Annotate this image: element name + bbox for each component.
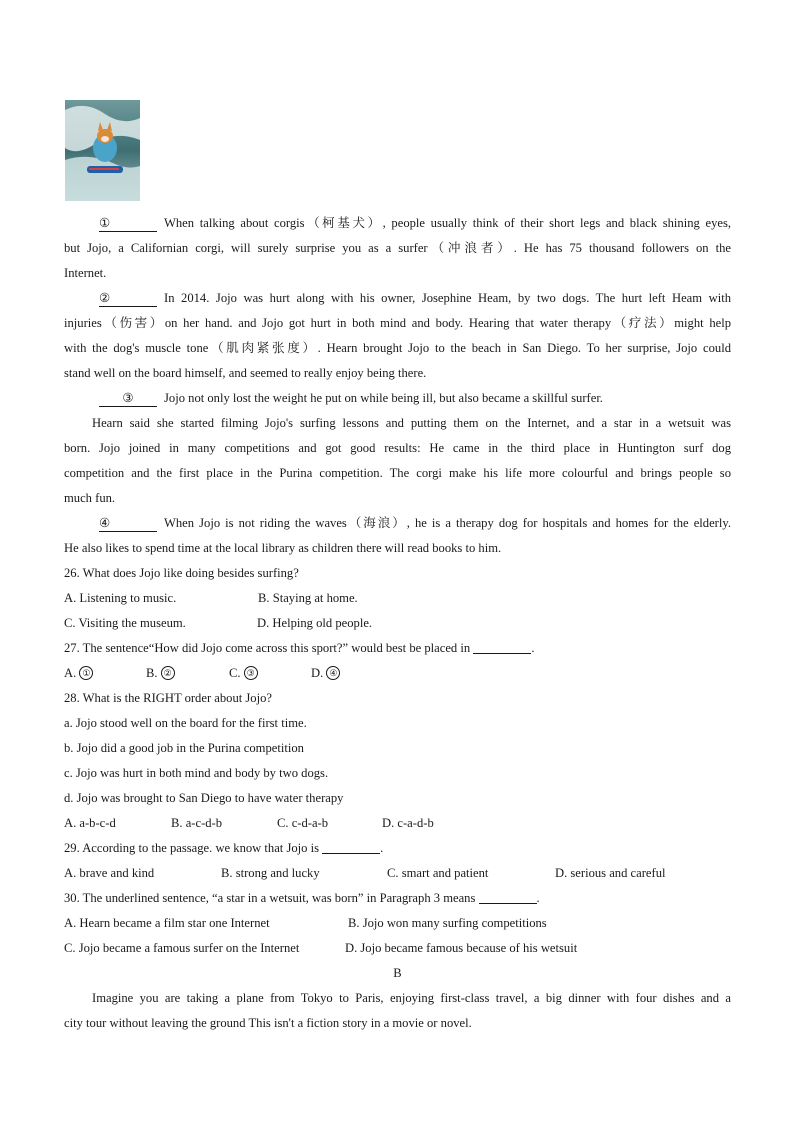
question-26-options-row-1 [64, 586, 731, 611]
question-26-options-row-2 [64, 611, 731, 636]
passage-a-p2-line-4: stand well on the board himself, and seemed to really enjoy being there. [64, 366, 427, 380]
question-30-option-a: A. Hearn became a film star one Internet [64, 916, 270, 930]
question-27-option-c: C. ③ [229, 661, 311, 686]
question-27-options [64, 661, 731, 686]
passage-a-p2-line-1: ② In 2014. Jojo was hurt along with his owner, Josephine Heam, by two dogs. The hurt left Heam with [99, 291, 731, 305]
passage-a-p4-line-3: competition and the first place in the Purina competition. The corgi make his life more colourful and brings people so [64, 466, 731, 480]
passage-a-p2-line-3: with the dog's muscle tone（肌肉紧张度）. Hearn brought Jojo to the beach in San Diego. To her surprise, Jojo could [64, 341, 731, 355]
question-28-option-a: A. a-b-c-d [64, 816, 116, 830]
blank-marker-3: ③ [99, 390, 157, 407]
question-30-option-d: D. Jojo became famous because of his wetsuit [345, 941, 578, 955]
question-29-option-a: A. brave and kind [64, 866, 155, 880]
question-28-item-b: b. Jojo did a good job in the Purina competition [64, 741, 304, 755]
passage-a-p4-line-4: much fun. [64, 491, 116, 505]
blank-marker-4: ④ [99, 515, 157, 532]
question-28-option-c: C. c-d-a-b [277, 816, 329, 830]
question-30-option-b: B. Jojo won many surfing competitions [348, 916, 547, 930]
document-content [64, 211, 731, 1036]
passage-a-p5-line-2: He also likes to spend time at the local library as children there will read books to him. [64, 541, 502, 555]
question-26-stem: 26. What does Jojo like doing besides surfing? [64, 566, 299, 580]
passage-a-p1-line-2: but Jojo, a Californian corgi, will surely surprise you as a surfer（冲浪者）. He has 75 thousand followers on the [64, 241, 731, 255]
question-27-stem: 27. The sentence“How did Jojo come across this sport?” would best be placed in . [64, 641, 535, 655]
question-27-option-a: A. ① [64, 661, 146, 686]
question-27-option-b: B. ② [146, 661, 229, 686]
passage-a-p1-line-3: Internet. [64, 266, 107, 280]
passage-a-p2-line-2: injuries（伤害）on her hand. and Jojo got hurt in both mind and body. Hearing that water therapy（疗法）might help [64, 316, 731, 330]
question-30-stem: 30. The underlined sentence, “a star in a wetsuit, was born” in Paragraph 3 means . [64, 891, 540, 905]
question-30-option-c: C. Jojo became a famous surfer on the Internet [64, 941, 300, 955]
question-30-options-row-1 [64, 911, 731, 936]
question-29-option-c: C. smart and patient [387, 866, 489, 880]
question-28-item-c: c. Jojo was hurt in both mind and body by two dogs. [64, 766, 329, 780]
passage-a-p4-line-1: Hearn said she started filming Jojo's surfing lessons and putting them on the Internet, and a star in a wetsuit was [92, 416, 731, 430]
question-26-option-c: C. Visiting the museum. [64, 616, 186, 630]
blank-marker-2: ② [99, 290, 157, 307]
question-28-option-d: D. c-a-d-b [382, 816, 434, 830]
question-28-option-b: B. a-c-d-b [171, 816, 223, 830]
passage-a-p5-line-1: ④ When Jojo is not riding the waves（海浪）, he is a therapy dog for hospitals and homes for the elderly. [99, 516, 731, 530]
question-29-options [64, 861, 731, 886]
answer-blank [479, 889, 537, 904]
question-29-option-d: D. serious and careful [555, 866, 666, 880]
question-28-options [64, 811, 731, 836]
question-30-options-row-2 [64, 936, 731, 961]
question-29-stem: 29. According to the passage. we know that Jojo is . [64, 841, 384, 855]
passage-b-heading: B [393, 966, 402, 980]
passage-b-line-2: city tour without leaving the ground This isn't a fiction story in a movie or novel. [64, 1016, 472, 1030]
passage-a-p4-line-2: born. Jojo joined in many competitions and got good results: He came in the third place in Huntington surf dog [64, 441, 731, 455]
question-28-stem: 28. What is the RIGHT order about Jojo? [64, 691, 272, 705]
question-27-option-d: D. ④ [311, 661, 340, 686]
corgi-surfing-photo [65, 100, 140, 201]
blank-marker-1: ① [99, 215, 157, 232]
passage-a-p3-line-1: ③ Jojo not only lost the weight he put on while being ill, but also became a skillful surfer. [64, 386, 731, 411]
question-28-item-d: d. Jojo was brought to San Diego to have water therapy [64, 791, 344, 805]
answer-blank [322, 839, 380, 854]
question-26-option-b: B. Staying at home. [258, 591, 358, 605]
question-26-option-a: A. Listening to music. [64, 591, 177, 605]
question-26-option-d: D. Helping old people. [257, 616, 373, 630]
passage-a-p1-line-1: ① When talking about corgis（柯基犬）, people usually think of their short legs and black shining eyes, [99, 216, 731, 230]
question-29-option-b: B. strong and lucky [221, 866, 320, 880]
question-28-item-a: a. Jojo stood well on the board for the first time. [64, 716, 307, 730]
answer-blank [473, 639, 531, 654]
passage-b-line-1: Imagine you are taking a plane from Tokyo to Paris, enjoying first-class travel, a big dinner with four dishes and a [92, 991, 731, 1005]
